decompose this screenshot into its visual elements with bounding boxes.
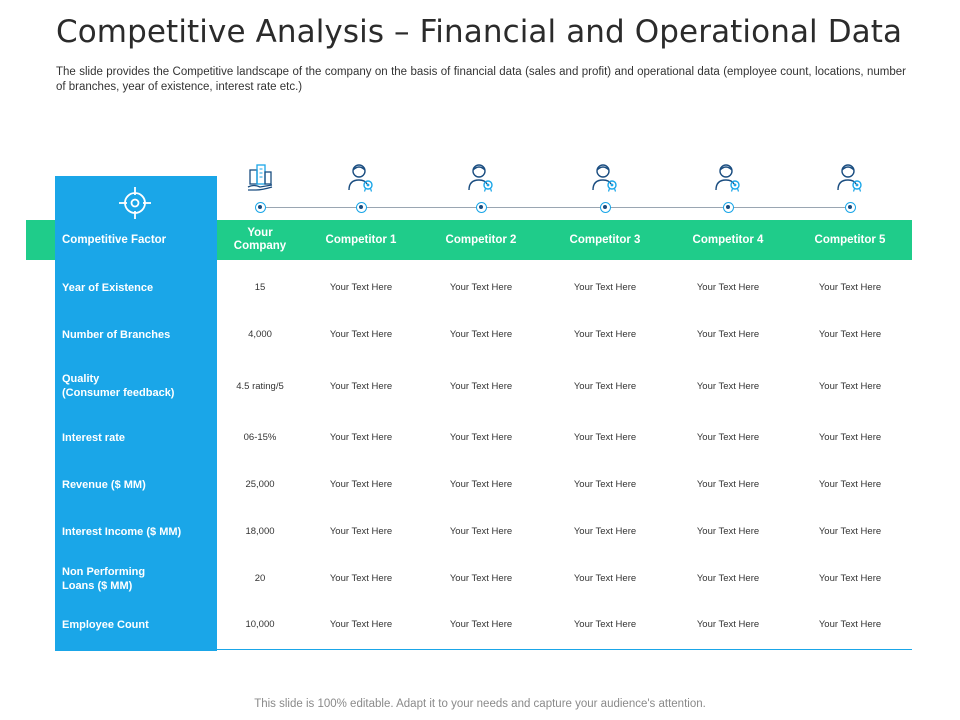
person-award-icon [836,162,864,192]
table-cell: Your Text Here [329,380,393,392]
table-bottom-rule [217,649,912,650]
table-cell: Your Text Here [696,329,760,340]
table-cell: Your Text Here [573,282,637,293]
row-label: Number of Branches [62,328,171,341]
table-cell: Your Text Here [329,432,393,443]
slide-subtitle: The slide provides the Competitive landscape of the company on the basis of financial data (sales and profit) and operational data (employee count, locations, number of branches, year of existence, interest rate etc.) [56,66,906,93]
table-cell: Your Text Here [696,380,760,392]
column-header: Competitor 5 [814,233,886,246]
table-cell: Your Text Here [573,619,637,630]
table-cell: Your Text Here [449,573,513,584]
table-cell: Your Text Here [818,619,882,630]
row-label: Revenue ($ MM) [62,478,146,491]
person-award-icon [467,162,495,192]
table-cell: Your Text Here [818,282,882,293]
table-cell: Your Text Here [818,432,882,443]
table-cell: Your Text Here [818,329,882,340]
slide-title: Competitive Analysis – Financial and Operational Data [56,14,903,50]
column-header: Your Company [233,227,287,252]
timeline-dot [723,202,734,213]
table-cell: Your Text Here [329,329,393,340]
row-label: Employee Count [62,618,149,631]
person-award-icon [347,162,375,192]
timeline-dot [255,202,266,213]
table-cell: Your Text Here [449,282,513,293]
row-label: Interest Income ($ MM) [62,525,182,538]
table-cell: Your Text Here [329,479,393,490]
table-cell: Your Text Here [696,619,760,630]
table-cell: Your Text Here [573,432,637,443]
table-cell: 4.5 rating/5 [236,380,284,392]
slide-footer: This slide is 100% editable. Adapt it to your needs and capture your audience's attention. [254,698,706,710]
table-cell: Your Text Here [696,479,760,490]
table-cell: Your Text Here [696,526,760,537]
factor-header: Competitive Factor [62,220,212,260]
table-cell: Your Text Here [449,526,513,537]
table-cell: Your Text Here [329,282,393,293]
table-cell: 18,000 [245,526,275,537]
table-cell: Your Text Here [573,573,637,584]
table-cell: Your Text Here [449,479,513,490]
table-cell: 4,000 [248,329,272,340]
person-award-icon [714,162,742,192]
table-cell: 20 [254,573,266,584]
timeline-dot [476,202,487,213]
table-cell: Your Text Here [573,380,637,392]
table-cell: Your Text Here [696,432,760,443]
table-cell: Your Text Here [696,282,760,293]
row-label: Interest rate [62,431,125,444]
row-label: Quality (Consumer feedback) [62,373,175,399]
table-cell: Your Text Here [818,573,882,584]
table-cell: Your Text Here [573,479,637,490]
table-cell: Your Text Here [449,619,513,630]
timeline-dot [600,202,611,213]
target-icon [118,186,152,220]
column-header: Competitor 4 [692,233,764,246]
table-cell: 15 [254,282,266,293]
table-cell: Your Text Here [573,329,637,340]
table-cell: Your Text Here [449,432,513,443]
table-cell: 25,000 [245,479,275,490]
column-header: Competitor 2 [445,233,517,246]
table-cell: Your Text Here [818,479,882,490]
timeline-dot [356,202,367,213]
table-cell: Your Text Here [818,526,882,537]
table-cell: Your Text Here [573,526,637,537]
table-cell: 10,000 [245,619,275,630]
buildings-icon [246,162,274,192]
person-award-icon [591,162,619,192]
row-label: Non Performing Loans ($ MM) [62,565,146,592]
column-header: Competitor 1 [325,233,397,246]
table-cell: Your Text Here [329,619,393,630]
table-cell: 06-15% [243,432,277,443]
table-cell: Your Text Here [329,573,393,584]
table-cell: Your Text Here [449,380,513,392]
table-cell: Your Text Here [329,526,393,537]
timeline-dot [845,202,856,213]
row-label: Year of Existence [62,281,154,294]
table-cell: Your Text Here [696,573,760,584]
table-cell: Your Text Here [818,380,882,392]
table-cell: Your Text Here [449,329,513,340]
column-header: Competitor 3 [569,233,641,246]
timeline-line [262,207,850,208]
